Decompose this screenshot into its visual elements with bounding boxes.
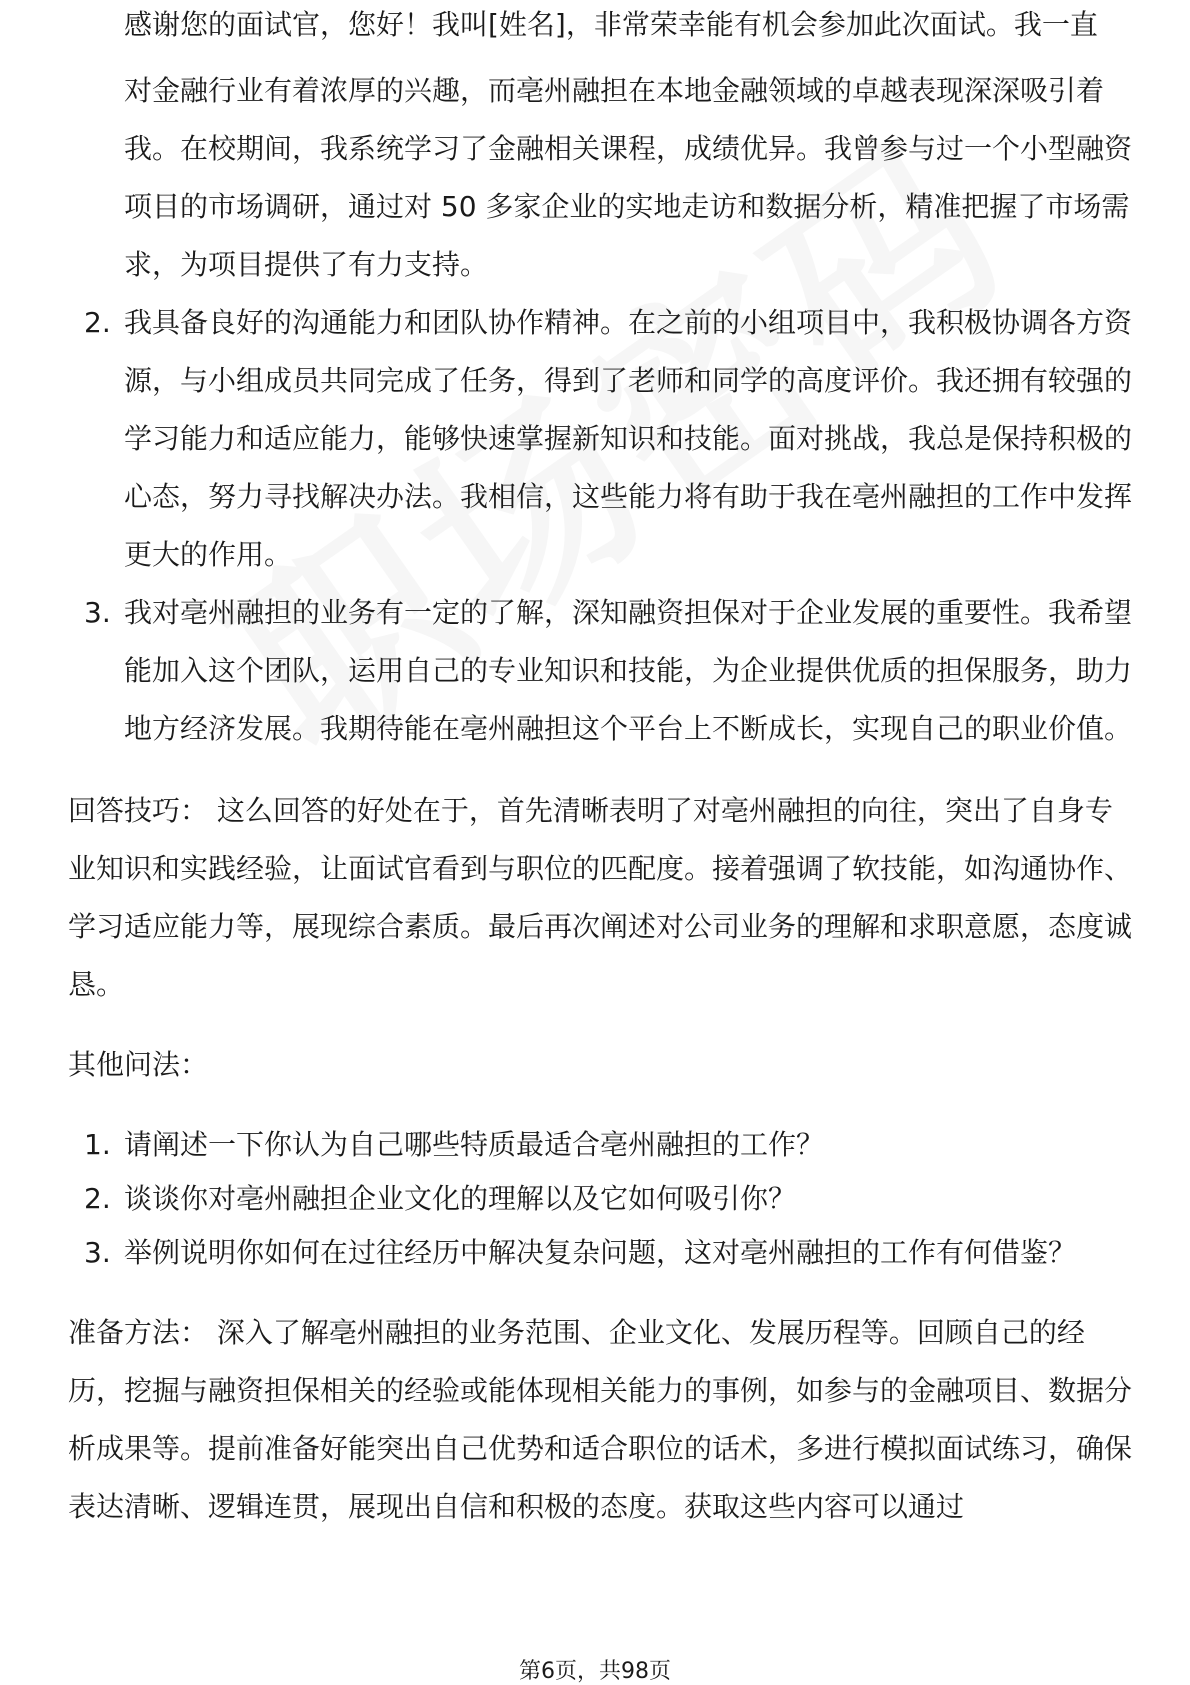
question-number: 2. — [84, 1182, 111, 1215]
answer-item-2 — [72, 294, 1132, 584]
question-number: 3. — [84, 1236, 111, 1269]
answer-item-text: 对金融行业有着浓厚的兴趣，而亳州融担在本地金融领域的卓越表现深深吸引着我。在校期间，我系统学习了金融相关课程，成绩优异。我曾参与过一个小型融资项目的市场调研，通过对 50 多家企业的实地走访和数据分析，精准把握了市场需求，为项目提供了有力支持。 — [124, 74, 1133, 281]
preparation-paragraph: 准备方法： 深入了解亳州融担的业务范围、企业文化、发展历程等。回顾自己的经历，挖掘与融资担保相关的经验或能体现相关能力的事例，如参与的金融项目、数据分析成果等。提前准备好能突出自己优势和适合职位的话术，多进行模拟面试练习，确保表达清晰、逻辑连贯，展现出自信和积极的态度。获取这些内容可以通过 — [68, 1316, 1133, 1523]
answer-list — [72, 62, 1132, 758]
question-text: 谈谈你对亳州融担企业文化的理解以及它如何吸引你？ — [124, 1182, 797, 1215]
question-text: 举例说明你如何在过往经历中解决复杂问题，这对亳州融担的工作有何借鉴？ — [124, 1236, 1077, 1269]
other-question-1 — [72, 1118, 1132, 1172]
partial-top-line-text: 感谢您的面试官，您好！我叫[姓名]，非常荣幸能有机会参加此次面试。我一直 — [124, 8, 1098, 41]
partial-top-line — [72, 8, 1132, 54]
other-question-2 — [72, 1172, 1132, 1226]
question-text: 请阐述一下你认为自己哪些特质最适合亳州融担的工作？ — [124, 1128, 825, 1161]
answer-tips-paragraph: 回答技巧： 这么回答的好处在于，首先清晰表明了对亳州融担的向往，突出了自身专业知识和实践经验，让面试官看到与职位的匹配度。接着强调了软技能，如沟通协作、学习适应能力等，展现综合素质。最后再次阐述对公司业务的理解和求职意愿，态度诚恳。 — [68, 794, 1133, 1001]
question-number: 1. — [84, 1128, 111, 1161]
answer-item-number: 3. — [84, 596, 111, 629]
answer-item-text: 我具备良好的沟通能力和团队协作精神。在之前的小组项目中，我积极协调各方资源，与小组成员共同完成了任务，得到了老师和同学的高度评价。我还拥有较强的学习能力和适应能力，能够快速掌握新知识和技能。面对挑战，我总是保持积极的心态，努力寻找解决办法。我相信，这些能力将有助于我在亳州融担的工作中发挥更大的作用。 — [124, 306, 1133, 571]
answer-item-3 — [72, 584, 1132, 758]
answer-item-number: 2. — [84, 306, 111, 339]
page-number-footer: 第6页，共98页 — [519, 1659, 671, 1684]
other-question-3 — [72, 1226, 1132, 1280]
other-questions-heading: 其他问法： — [68, 1048, 209, 1081]
answer-item-1 — [72, 62, 1132, 294]
document-content — [68, 8, 1133, 1536]
answer-item-text: 我对亳州融担的业务有一定的了解，深知融资担保对于企业发展的重要性。我希望能加入这个团队，运用自己的专业知识和技能，为企业提供优质的担保服务，助力地方经济发展。我期待能在亳州融担这个平台上不断成长，实现自己的职业价值。 — [124, 596, 1133, 745]
other-questions-list — [72, 1118, 1132, 1280]
